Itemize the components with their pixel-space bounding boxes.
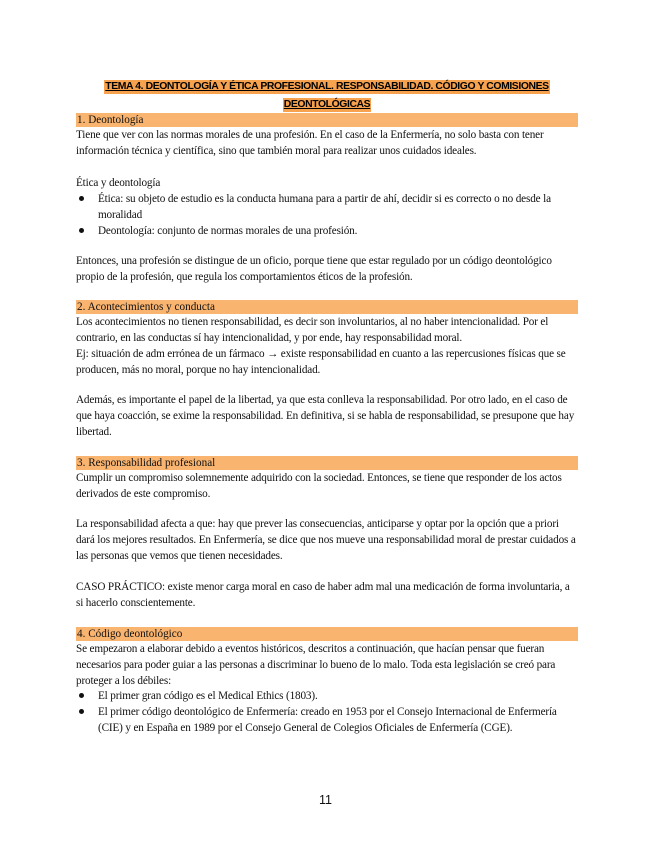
list-item-text: El primer código deontológico de Enfermería: creado en 1953 por el Consejo Internacional de Enfermería (CIE) y en España en 1989 por el Consejo General de Colegios Oficiales de Enfermería (CGE). [98,706,557,734]
section-2-heading: 2. Acontecimientos y conducta [76,300,578,314]
section-4-paragraph-1: Se empezaron a elaborar debido a eventos históricos, descritos a continuación, que hacían pensar que fueran necesarios para poder guiar a las personas a discriminar lo bueno de lo malo. Toda esta legislación se creó para proteger a los débiles: [76,643,556,687]
list-item-text: El primer gran código es el Medical Ethics (1803). [98,690,318,702]
list-item [98,223,578,239]
title-line-2: DEONTOLÓGICAS [283,99,371,110]
section-3-heading: 3. Responsabilidad profesional [76,456,578,470]
list-item-text: Deontología: conjunto de normas morales de una profesión. [98,225,358,237]
section-3-paragraph-1: Cumplir un compromiso solemnemente adquirido con la sociedad. Entonces, se tiene que responder de los actos derivados de este compromiso. [76,472,562,500]
title-line-1: TEMA 4. DEONTOLOGÍA Y ÉTICA PROFESIONAL. RESPONSABILIDAD. CÓDIGO Y COMISIONES [105,81,549,92]
list-item [98,191,578,223]
list-item [98,688,578,704]
section-1-subheading: Ética y deontología [76,177,161,189]
section-3-paragraph-2: La responsabilidad afecta a que: hay que prever las consecuencias, anticiparse y optar por la opción que a priori dará los mejores resultados. En Enfermería, se dice que nos mueve una responsabilidad moral de prestar cuidados a las personas que vemos que tienen necesidades. [76,518,576,562]
list-item [98,704,578,736]
section-1-paragraph-1: Tiene que ver con las normas morales de una profesión. En el caso de la Enfermería, no solo basta con tener información técnica y científica, sino que también moral para realizar unos cuidados ideales. [76,129,544,157]
bullet-icon [79,196,84,201]
list-item-text: Ética: su objeto de estudio es la conducta humana para a partir de ahí, decidir si es correcto o no desde la moralidad [98,193,551,221]
bullet-icon [79,228,84,233]
section-2-paragraph-3: Además, es importante el papel de la libertad, ya que esta conlleva la responsabilidad. Por otro lado, en el caso de que haya coacción, se exime la responsabilidad. En definitiva, si se habla de responsabilidad, se presupone que hay libertad. [76,394,575,438]
bullet-icon [79,693,84,698]
section-4-heading: 4. Código deontológico [76,627,578,641]
document-title [76,76,578,112]
section-1-heading: 1. Deontología [76,113,578,127]
bullet-icon [79,709,84,714]
section-2-paragraph-2: Ej: situación de adm errónea de un fármaco → existe responsabilidad en cuanto a las repercusiones físicas que se producen, más no moral, porque no hay intencionalidad. [76,348,566,376]
section-3-paragraph-3: CASO PRÁCTICO: existe menor carga moral en caso de haber adm mal una medicación de forma involuntaria, a si hacerlo conscientemente. [76,581,570,609]
section-2-paragraph-1: Los acontecimientos no tienen responsabilidad, es decir son involuntarios, al no haber intencionalidad. Por el contrario, en las conductas sí hay intencionalidad, y por ende, hay responsabilidad moral. [76,316,549,344]
section-1-paragraph-2: Entonces, una profesión se distingue de un oficio, porque tiene que estar regulado por un código deontológico propio de la profesión, que regula los comportamientos éticos de la profesión. [76,255,552,283]
page-number: 11 [319,793,332,807]
